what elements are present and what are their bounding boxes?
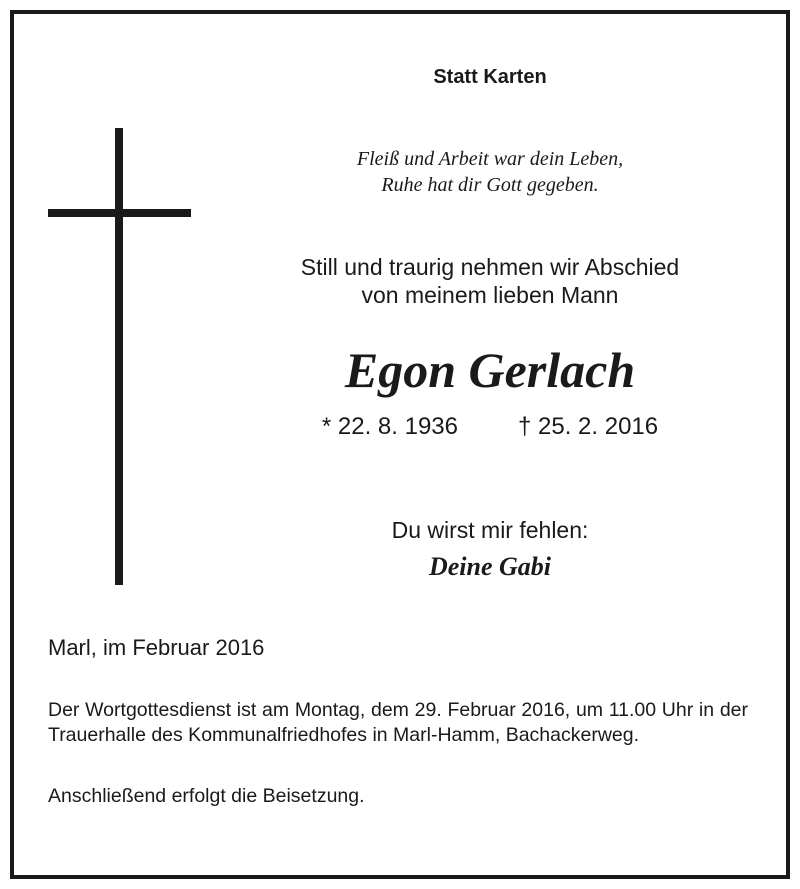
notice-border	[10, 10, 790, 879]
burial-info: Anschließend erfolgt die Beisetzung.	[48, 785, 365, 807]
farewell-text	[230, 253, 750, 309]
motto-verse	[230, 146, 750, 198]
motto-line-2: Ruhe hat dir Gott gegeben.	[381, 174, 599, 196]
life-dates	[230, 412, 750, 442]
birth-date: * 22. 8. 1936	[321, 413, 458, 440]
signature: Deine Gabi	[428, 552, 552, 581]
motto-line-1: Fleiß und Arbeit war dein Leben,	[356, 148, 624, 170]
farewell-line-1: Still und traurig nehmen wir Abschied	[300, 254, 680, 280]
death-date: † 25. 2. 2016	[518, 413, 659, 440]
service-info: Der Wortgottesdienst ist am Montag, dem 29. Februar 2016, um 11.00 Uhr in der Trauerhalle des Kommunalfriedhofes in Marl-Hamm, Bachackerweg.	[48, 699, 748, 746]
closing-line: Du wirst mir fehlen:	[391, 517, 589, 543]
notice-header: Statt Karten	[433, 66, 547, 88]
place-date: Marl, im Februar 2016	[48, 635, 265, 660]
cross-horizontal-beam	[48, 209, 191, 217]
deceased-name: Egon Gerlach	[344, 342, 636, 398]
farewell-line-2: von meinem lieben Mann	[361, 282, 619, 308]
cross-vertical-beam	[115, 128, 123, 585]
